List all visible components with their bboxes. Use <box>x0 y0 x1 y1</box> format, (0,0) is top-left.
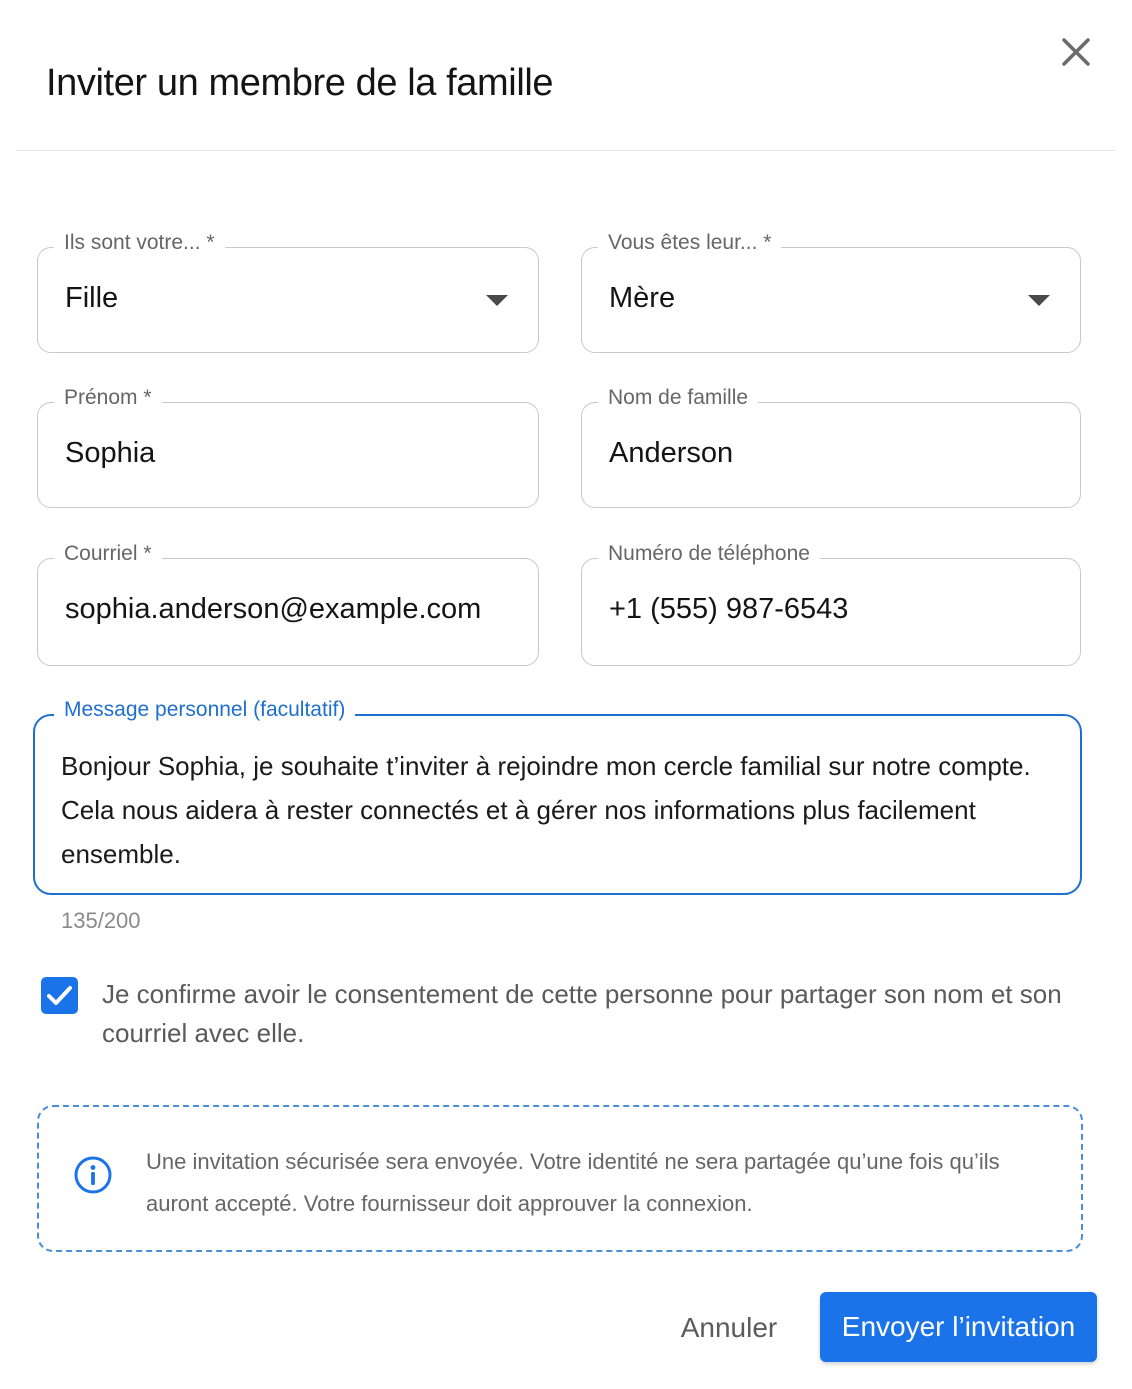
last-name-label: Nom de famille <box>598 386 758 410</box>
email-label: Courriel * <box>54 542 162 566</box>
relation-them-value: Fille <box>65 282 119 314</box>
info-text: Une invitation sécurisée sera envoyée. Votre identité ne sera partagée qu’une fois qu’ils auront accepté. Votre fournisseur doit approuver la connexion. <box>146 1149 1000 1216</box>
personal-message-value: Bonjour Sophia, je souhaite t’inviter à rejoindre mon cercle familial sur notre compte. Cela nous aidera à rester connectés et à gérer nos informations plus facilement ensemble. <box>61 751 1031 869</box>
last-name-field[interactable] <box>581 386 1081 508</box>
cancel-button[interactable]: Annuler <box>664 1296 794 1360</box>
relation-you-value: Mère <box>609 282 676 314</box>
relation-them-select[interactable] <box>37 231 539 353</box>
relation-you-select[interactable] <box>581 231 1081 353</box>
info-icon <box>73 1155 113 1195</box>
send-invitation-button[interactable]: Envoyer l’invitation <box>820 1292 1097 1362</box>
chevron-down-icon <box>486 295 508 306</box>
phone-field[interactable] <box>581 542 1081 666</box>
personal-message-textarea[interactable] <box>33 698 1082 895</box>
relation-you-label: Vous êtes leur... * <box>598 231 781 255</box>
first-name-field[interactable] <box>37 386 539 508</box>
first-name-value: Sophia <box>65 437 156 469</box>
info-notice <box>37 1105 1083 1252</box>
checkmark-icon <box>41 977 78 1014</box>
chevron-down-icon <box>1028 295 1050 306</box>
personal-message-label: Message personnel (facultatif) <box>54 698 355 722</box>
close-icon <box>1054 30 1098 74</box>
last-name-value: Anderson <box>609 437 734 469</box>
email-value: sophia.anderson@example.com <box>65 593 482 625</box>
first-name-label: Prénom * <box>54 386 162 410</box>
relation-them-label: Ils sont votre... * <box>54 231 225 255</box>
dialog-title: Inviter un membre de la famille <box>46 62 554 104</box>
character-counter: 135/200 <box>61 908 141 933</box>
consent-checkbox[interactable] <box>41 977 78 1014</box>
email-field[interactable] <box>37 542 539 666</box>
header-divider <box>16 150 1116 151</box>
phone-label: Numéro de téléphone <box>598 542 820 566</box>
close-button[interactable] <box>1054 30 1098 74</box>
phone-value: +1 (555) 987-6543 <box>609 593 849 625</box>
consent-text: Je confirme avoir le consentement de cette personne pour partager son nom et son courriel avec elle. <box>102 979 1062 1048</box>
